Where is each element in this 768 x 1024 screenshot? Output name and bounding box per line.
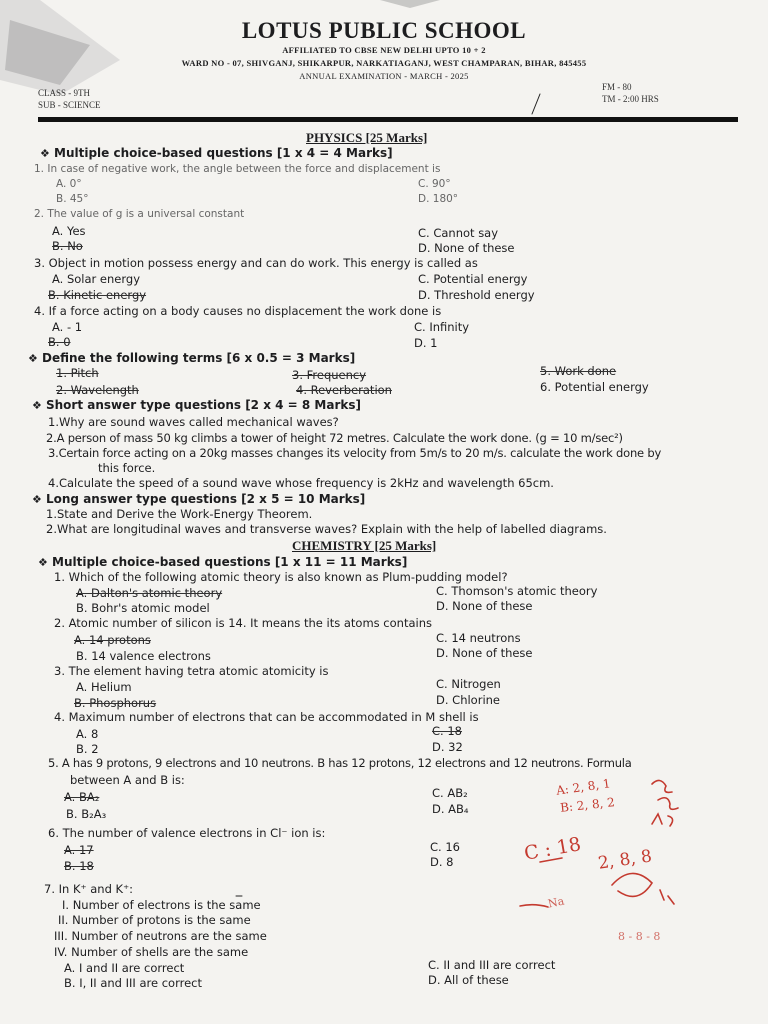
option-marked: A. Dalton's atomic theory <box>76 586 223 600</box>
option: B. I, II and III are correct <box>64 976 202 990</box>
school-name: LOTUS PUBLIC SCHOOL <box>241 18 527 43</box>
option-marked: B. 18 <box>64 859 94 873</box>
long-answer-heading: ❖ Long answer type questions [2 x 5 = 10 Marks] <box>32 492 366 506</box>
option: B. 45° <box>56 193 89 205</box>
option: A. 8 <box>76 727 99 741</box>
option: D. Chlorine <box>436 693 501 707</box>
affiliation: AFFILIATED TO CBSE NEW DELHI UPTO 10 + 2 <box>282 45 486 55</box>
option-marked: C. 18 <box>432 724 462 738</box>
option: C. Nitrogen <box>436 677 501 691</box>
handwritten-note: 2, 8, 8 <box>596 846 654 874</box>
option-marked: A. 17 <box>64 843 94 857</box>
handwritten-note: Na <box>546 894 566 911</box>
short-question: 1.Why are sound waves called mechanical waves? <box>48 415 339 429</box>
long-question: 1.State and Derive the Work-Energy Theorem. <box>46 507 313 521</box>
handwritten-mark <box>612 873 652 896</box>
option-marked: A. BA₂ <box>64 790 100 804</box>
option-marked: B. Phosphorus <box>74 696 157 710</box>
diamond-bullet-icon: ❖ <box>32 493 42 506</box>
option: B. 14 valence electrons <box>76 649 211 663</box>
option: A. I and II are correct <box>64 961 185 975</box>
option: D. 8 <box>430 855 454 869</box>
option: D. All of these <box>428 973 509 987</box>
question-text-cont: between A and B is: <box>70 773 185 787</box>
handwritten-note: C : 18 <box>522 833 583 865</box>
option: D. Threshold energy <box>418 288 535 302</box>
option-marked: B. 0 <box>48 335 71 349</box>
option-marked: D. 180° <box>418 193 459 205</box>
define-heading: ❖ Define the following terms [6 x 0.5 = 3 Marks] <box>28 351 356 365</box>
option: A. Helium <box>76 680 132 694</box>
option: A. 0° <box>56 178 82 190</box>
handwritten-mark <box>520 905 548 907</box>
question-text: 6. The number of valence electrons in Cl⁻ ion is: <box>48 826 326 840</box>
option-marked: B. No <box>52 239 83 253</box>
option: B. B₂A₃ <box>66 807 107 821</box>
option: D. None of these <box>436 599 533 613</box>
question-text: 2. Atomic number of silicon is 14. It means the its atoms contains <box>54 616 432 630</box>
question-text: 5. A has 9 protons, 9 electrons and 10 neutrons. B has 12 protons, 12 electrons and 12 neutrons. Formula <box>48 756 632 770</box>
question-text: 2. The value of g is a universal constant <box>34 208 245 220</box>
option: C. Cannot say <box>418 226 499 240</box>
subject-label: SUB - SCIENCE <box>38 100 101 110</box>
question-text: 3. Object in motion possess energy and can do work. This energy is called as <box>34 256 478 270</box>
diamond-bullet-icon: ❖ <box>38 556 48 569</box>
short-question: 2.A person of mass 50 kg climbs a tower of height 72 metres. Calculate the work done. (g = 10 m/sec²) <box>46 431 623 445</box>
full-marks: FM - 80 <box>602 82 632 92</box>
short-question: 3.Certain force acting on a 20kg masses changes its velocity from 5m/s to 20 m/s. calculate the work done by <box>48 446 662 460</box>
option: D. None of these <box>418 241 515 255</box>
option: A. Solar energy <box>52 272 141 286</box>
diamond-bullet-icon: ❖ <box>32 399 42 412</box>
option: D. 32 <box>432 740 463 754</box>
option: B. 2 <box>76 742 99 756</box>
option: A. - 1 <box>52 320 83 334</box>
question-text: 7. In K⁺ and K⁺: <box>44 882 134 896</box>
time-allowed: TM - 2:00 HRS <box>602 94 659 104</box>
statement: I. Number of electrons is the same <box>62 898 261 912</box>
question-text: 3. The element having tetra atomic atomicity is <box>54 664 329 678</box>
option: C. 14 neutrons <box>436 631 521 645</box>
option: C. 90° <box>418 178 451 190</box>
question-text: 4. If a force acting on a body causes no displacement the work done is <box>34 304 442 318</box>
short-question-cont: this force. <box>98 461 156 475</box>
chemistry-mcq-heading: ❖ Multiple choice-based questions [1 x 11 = 11 Marks] <box>38 555 408 569</box>
class-label: CLASS - 9TH <box>38 88 91 98</box>
option: C. II and III are correct <box>428 958 556 972</box>
question-text: 1. In case of negative work, the angle between the force and displacement is <box>34 163 441 175</box>
physics-mcq-heading: ❖ Multiple choice-based questions [1 x 4 = 4 Marks] <box>40 146 393 160</box>
physics-title: PHYSICS [25 Marks] <box>306 130 428 145</box>
handwritten-mark <box>652 780 672 792</box>
diamond-bullet-icon: ❖ <box>40 147 50 160</box>
term: 3. Frequency <box>292 368 367 382</box>
statement: III. Number of neutrons are the same <box>54 929 267 943</box>
option: C. AB₂ <box>432 786 468 800</box>
term: 1. Pitch <box>56 366 99 380</box>
option: C. Potential energy <box>418 272 528 286</box>
handwritten-mark <box>658 798 678 810</box>
statement: II. Number of protons is the same <box>58 913 251 927</box>
option: D. 1 <box>414 336 438 350</box>
exam-title: ANNUAL EXAMINATION - MARCH - 2025 <box>299 71 469 81</box>
handwritten-mark <box>540 858 562 862</box>
option: B. Bohr's atomic model <box>76 601 210 615</box>
handwritten-mark <box>660 890 674 904</box>
question-text: 4. Maximum number of electrons that can be accommodated in M shell is <box>54 710 479 724</box>
short-answer-heading: ❖ Short answer type questions [2 x 4 = 8 Marks] <box>32 398 361 412</box>
option-marked: B. Kinetic energy <box>48 288 147 302</box>
term: 5. Work done <box>540 364 617 378</box>
handwritten-note: A: 2, 8, 1 <box>555 776 612 798</box>
pen-tick <box>532 94 540 114</box>
option: D. AB₄ <box>432 802 469 816</box>
handwritten-note: 8 - 8 - 8 <box>618 930 661 943</box>
long-question: 2.What are longitudinal waves and transverse waves? Explain with the help of labelled diagrams. <box>46 522 607 536</box>
short-question: 4.Calculate the speed of a sound wave whose frequency is 2kHz and wavelength 65cm. <box>48 476 554 490</box>
statement: IV. Number of shells are the same <box>54 945 249 959</box>
option: C. Thomson's atomic theory <box>436 584 598 598</box>
term: 6. Potential energy <box>540 380 649 394</box>
handwritten-note: B: 2, 8, 2 <box>559 795 616 815</box>
handwritten-mark <box>652 814 673 826</box>
option: C. Infinity <box>414 320 470 334</box>
diamond-bullet-icon: ❖ <box>28 352 38 365</box>
option: C. 16 <box>430 840 460 854</box>
option-marked: A. 14 protons <box>74 633 151 647</box>
chemistry-title: CHEMISTRY [25 Marks] <box>292 538 437 553</box>
term: 4. Reverberation <box>296 383 392 397</box>
option: D. None of these <box>436 646 533 660</box>
question-text: 1. Which of the following atomic theory is also known as Plum-pudding model? <box>54 570 508 584</box>
option: A. Yes <box>52 224 86 238</box>
address: WARD NO - 07, SHIVGANJ, SHIKARPUR, NARKATIAGANJ, WEST CHAMPARAN, BIHAR, 845455 <box>181 58 587 68</box>
term: 2. Wavelength <box>56 383 139 397</box>
